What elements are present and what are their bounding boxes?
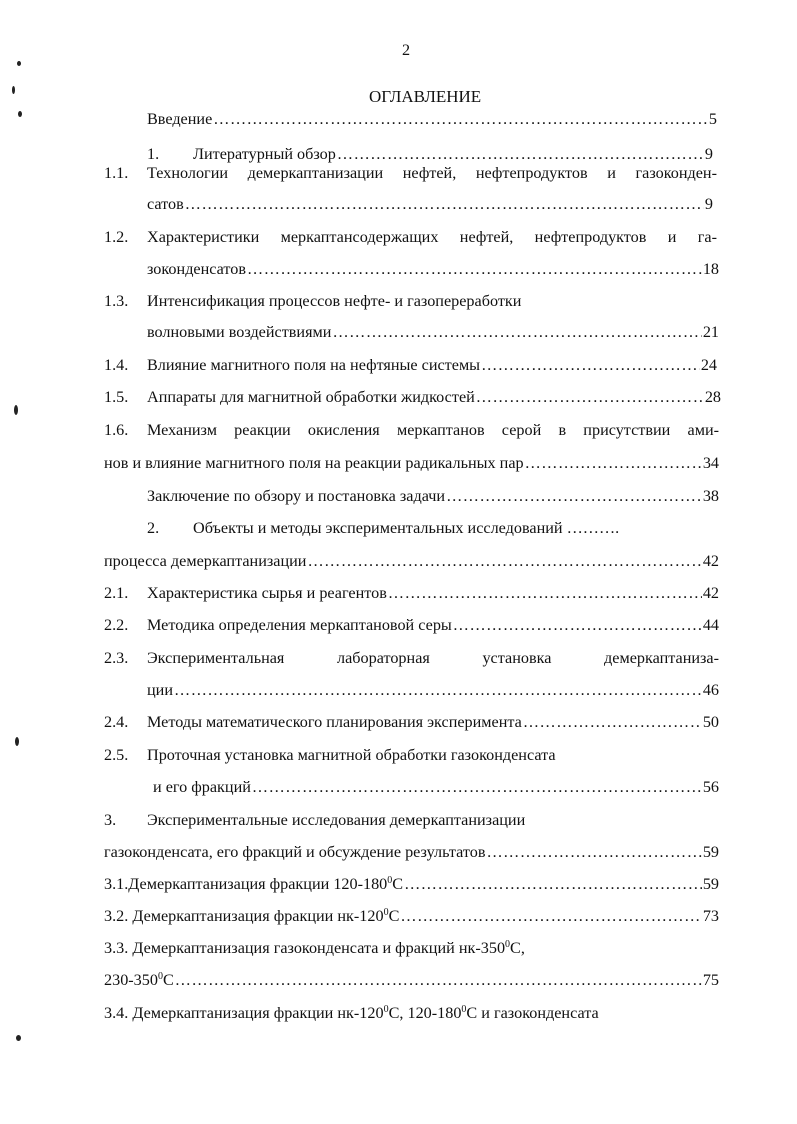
entry-number: 3.1. [104,875,129,893]
toc-entry-line [104,1003,599,1023]
entry-page: 75 [702,971,719,989]
entry-number: 1.5. [104,388,129,406]
entry-number: 1.1. [104,164,129,182]
entry-number: 1.6. [104,421,129,439]
entry-text: процесса демеркаптанизации [104,552,307,570]
entry-text: газоконденсата, его фракций и обсуждение результатов [104,843,486,861]
entry-number: 2.2. [104,616,129,634]
entry-text: Литературный обзор [193,145,336,163]
entry-page: 18 [702,260,719,278]
entry-text-unit: С [392,875,404,893]
entry-text: и его фракций [153,778,251,796]
entry-number: 2.3. [104,649,129,667]
entry-text: Механизм реакции окисления меркаптанов серой в присутствии ами- [147,421,719,439]
entry-text: сатов [147,195,184,213]
entry-text: Демеркаптанизация фракции 120-180 [128,875,388,893]
dot-leader [476,387,704,407]
dot-leader [453,615,702,635]
dot-leader [404,874,702,894]
dot-leader [481,355,700,375]
toc-entry [147,259,719,279]
toc-entry [153,777,719,797]
entry-page: 9 [704,195,713,213]
toc-entry [104,551,719,571]
toc-entry [147,712,719,732]
toc-entry [147,680,719,700]
dot-leader [523,712,702,732]
toc-title: ОГЛАВЛЕНИЕ [369,87,482,106]
entry-page: 5 [708,110,717,128]
entry-number: 3.4. [104,1004,129,1022]
dot-leader [213,109,708,129]
dot-leader [388,583,702,603]
scan-speck [15,737,19,746]
entry-text-unit: С [162,971,174,989]
toc-entry [104,453,719,473]
entry-text: С и газоконденсата [466,1004,599,1022]
entry-text: Демеркаптанизация газоконденсата и фракций нк-350 [132,939,506,957]
dot-leader [446,486,702,506]
entry-text: зоконденсатов [147,260,247,278]
toc-entry [147,615,719,635]
entry-text: Введение [147,110,213,128]
toc-entry [104,874,719,894]
entry-page: 21 [702,323,719,341]
toc-entry [147,322,719,342]
entry-page: 24 [700,356,717,374]
entry-page: 46 [702,681,719,699]
entry-text: Интенсификация процессов нефте- и газопереработки [147,292,522,310]
dot-leader [252,777,702,797]
entry-text: Демеркаптанизация фракции нк-120 [132,1004,384,1022]
entry-number: 1.4. [104,356,129,374]
degree-sup: 0 [505,939,511,950]
entry-page: 9 [704,145,713,163]
toc-entry [104,842,719,862]
toc-entry [147,355,717,375]
entry-text: Проточная установка магнитной обработки газоконденсата [147,746,556,764]
scan-speck [17,61,21,66]
degree-sup: 0 [157,971,163,982]
entry-page: 73 [702,907,719,925]
entry-text: Объекты и методы экспериментальных исследований ………. [193,519,620,537]
entry-number: 2.5. [104,746,129,764]
entry-number: 1.3. [104,292,129,310]
entry-text: волновыми воздействиями [147,323,332,341]
entry-text: нов и влияние магнитного поля на реакции радикальных пар [104,454,524,472]
entry-page: 42 [702,552,719,570]
degree-sup: 0 [461,1004,467,1015]
scan-speck [18,111,22,117]
dot-leader [337,144,704,164]
degree-sup: 0 [383,907,389,918]
entry-number: 1.2. [104,228,129,246]
entry-number: 1. [147,145,160,163]
dot-leader [332,322,701,342]
entry-page: 34 [702,454,719,472]
entry-page: 42 [702,584,719,602]
toc-entry [147,387,721,407]
entry-number: 2.4. [104,713,129,731]
toc-entry [147,583,719,603]
dot-leader [174,680,702,700]
entry-text: Характеристики меркаптансодержащих нефтей, нефтепродуктов и га- [147,228,717,246]
entry-text: Заключение по обзору и постановка задачи [147,487,446,505]
entry-page: 56 [702,778,719,796]
dot-leader [185,194,704,214]
entry-page: 50 [702,713,719,731]
entry-text: Методика определения меркаптановой серы [147,616,452,634]
degree-sup: 0 [383,1004,389,1015]
scan-speck [14,405,18,415]
page-number: 2 [402,41,411,59]
entry-number: 3.3. [104,939,129,957]
entry-number: 2. [147,519,160,537]
entry-text: Экспериментальная лабораторная установка демеркаптаниза- [147,649,719,667]
entry-page: 44 [702,616,719,634]
dot-leader [247,259,702,279]
entry-text: С, 120-180 [388,1004,462,1022]
toc-entry [193,144,713,164]
entry-number: 3.2. [104,907,129,925]
entry-text-unit: С, [510,939,525,957]
entry-page: 28 [704,388,721,406]
dot-leader [175,970,702,990]
entry-text: 230-350 [104,971,158,989]
entry-text: ции [147,681,173,699]
entry-number: 2.1. [104,584,129,602]
toc-entry [147,486,719,506]
toc-entry [104,970,719,990]
dot-leader [307,551,701,571]
entry-number: 3. [104,811,117,829]
entry-text: Технологии демеркаптанизации нефтей, нефтепродуктов и газоконден- [147,164,717,182]
entry-text: Аппараты для магнитной обработки жидкостей [147,388,475,406]
toc-entry [104,906,719,926]
scan-speck [12,86,15,94]
toc-entry [147,109,717,129]
scan-speck [16,1035,21,1041]
entry-page: 59 [702,875,719,893]
dot-leader [400,906,701,926]
entry-page: 59 [702,843,719,861]
entry-text-unit: С [388,907,400,925]
toc-entry [147,194,713,214]
entry-page: 38 [702,487,719,505]
entry-text: Характеристика сырья и реагентов [147,584,387,602]
toc-entry-line [104,938,525,958]
dot-leader [486,842,701,862]
entry-text: Влияние магнитного поля на нефтяные системы [147,356,481,374]
degree-sup: 0 [387,875,393,886]
dot-leader [525,453,702,473]
entry-text: Методы математического планирования эксперимента [147,713,522,731]
entry-text: Демеркаптанизация фракции нк-120 [132,907,384,925]
entry-text: Экспериментальные исследования демеркаптанизации [147,811,526,829]
